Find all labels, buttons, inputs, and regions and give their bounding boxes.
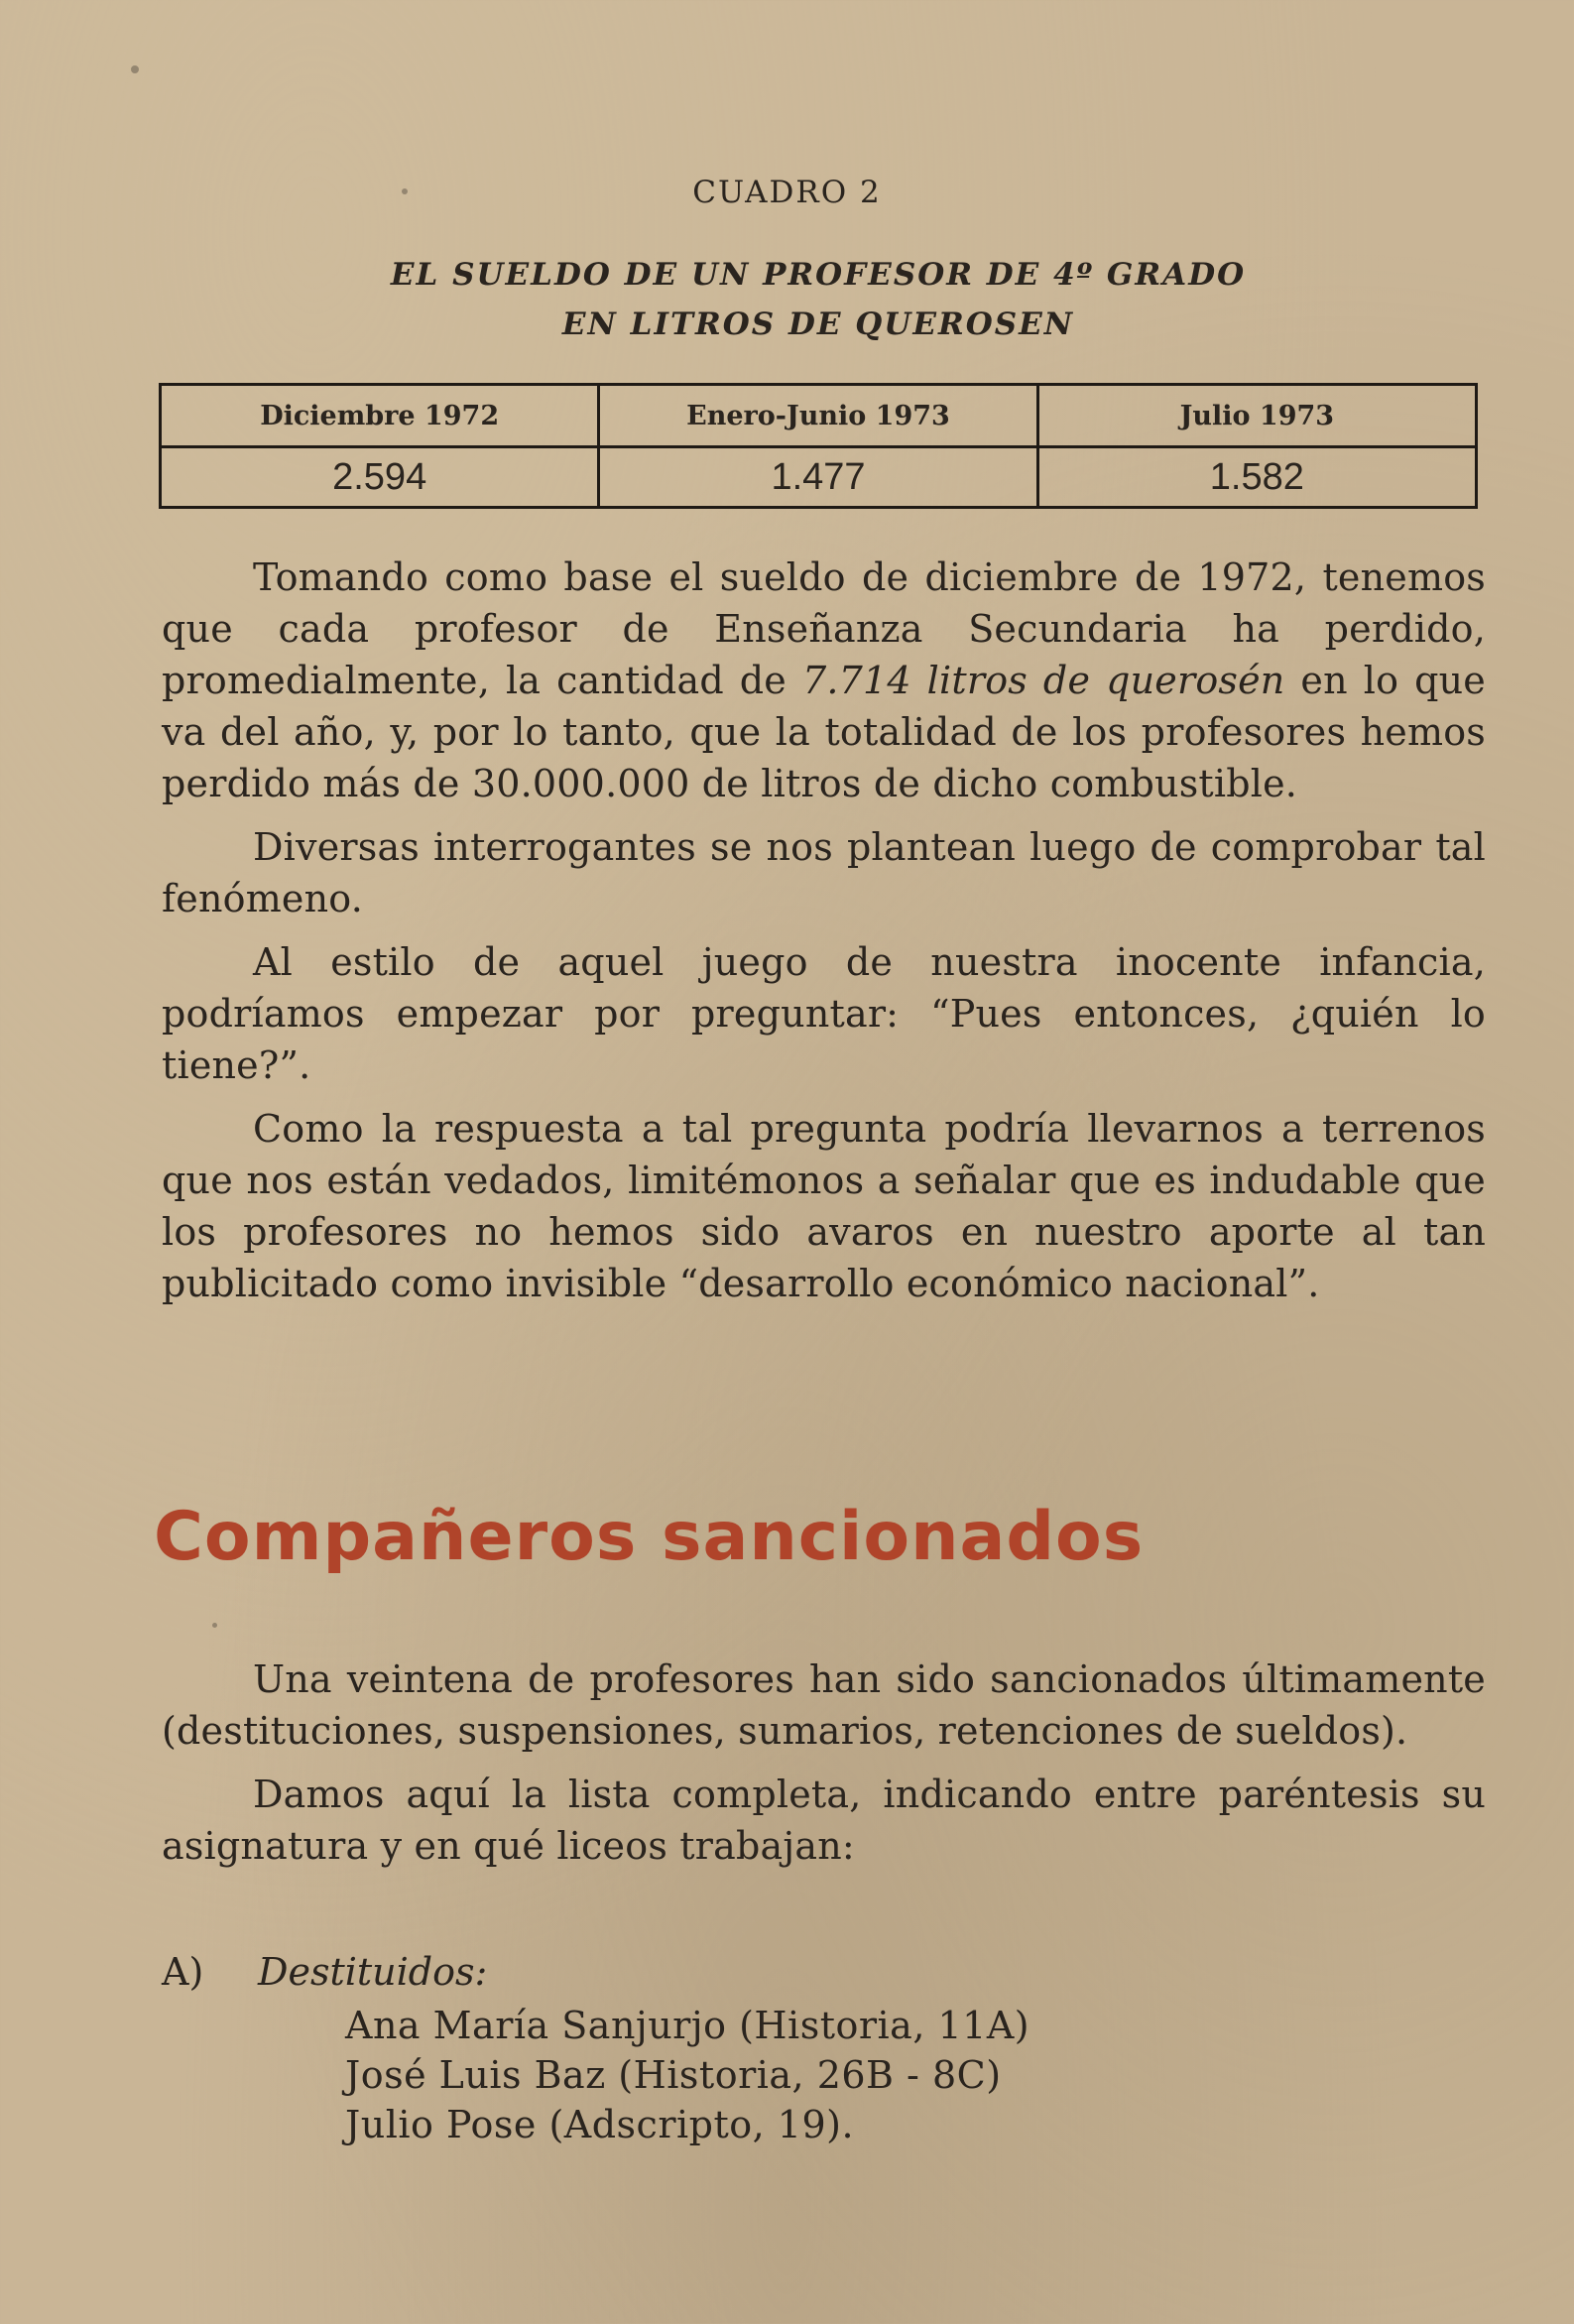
article-body [162,551,1486,1321]
paragraph: Como la respuesta a tal pregunta podría llevarnos a terrenos que nos están vedados, limitémonos a señalar que es indudable que los profesores no hemos sido avaros en nuestro aporte al tan publicitado como invisible “desarrollo económico nacional”. [162,1107,1486,1305]
section-heading: Compañeros sancionados [154,1498,1145,1576]
list-marker: A) [162,1950,204,1994]
paragraph: Diversas interrogantes se nos plantean luego de comprobar tal fenómeno. [162,825,1486,920]
table-label: CUADRO 2 [692,175,882,210]
table-header-cell: Julio 1973 [1037,385,1476,447]
paragraph [162,551,1486,809]
table-title [0,250,1574,349]
table-header-cell: Diciembre 1972 [161,385,599,447]
list-label: Destituidos: [258,1950,488,1994]
paragraph-text: en lo que va del año, y, por lo tanto, que la totalidad de los profesores hemos perdido más de 30.000.000 de litros de dicho combustible. [162,659,1486,805]
table-value-cell: 2.594 [161,447,599,508]
salary-table [159,383,1478,509]
emphasis-text: 7.714 litros de querosén [801,659,1285,702]
table-header-cell: Enero-Junio 1973 [599,385,1037,447]
list-item: José Luis Baz (Historia, 26B - 8C) [345,2053,1002,2097]
list-heading [162,1947,1029,1997]
table-value-cell: 1.582 [1037,447,1476,508]
section-body [162,1653,1486,1884]
sanction-list [162,1947,1029,2149]
paper-speck [212,1623,217,1628]
list-item: Julio Pose (Adscripto, 19). [345,2103,855,2146]
table-title-line: EN LITROS DE QUEROSEN [561,306,1075,342]
paragraph: Una veintena de profesores han sido sancionados últimamente (destituciones, suspensiones, sumarios, retenciones de sueldos). [162,1657,1486,1753]
table-title-line: EL SUELDO DE UN PROFESOR DE 4º GRADO [390,257,1247,293]
table-value-cell: 1.477 [599,447,1037,508]
paragraph: Damos aquí la lista completa, indicando entre paréntesis su asignatura y en qué liceos trabajan: [162,1773,1486,1868]
name-list [162,2001,1029,2149]
table-header-row [161,385,1477,447]
paragraph: Al estilo de aquel juego de nuestra inocente infancia, podríamos empezar por preguntar: “Pues entonces, ¿quién lo tiene?”. [162,940,1486,1087]
paper-speck [131,65,139,73]
table-value-row [161,447,1477,508]
paragraph-text: Tomando como base el sueldo de diciembre de 1972, tenemos que cada profesor de Enseñanza Secundaria ha perdido, promedialmente, la cantidad de [162,555,1486,702]
list-item: Ana María Sanjurjo (Historia, 11A) [345,2004,1030,2047]
